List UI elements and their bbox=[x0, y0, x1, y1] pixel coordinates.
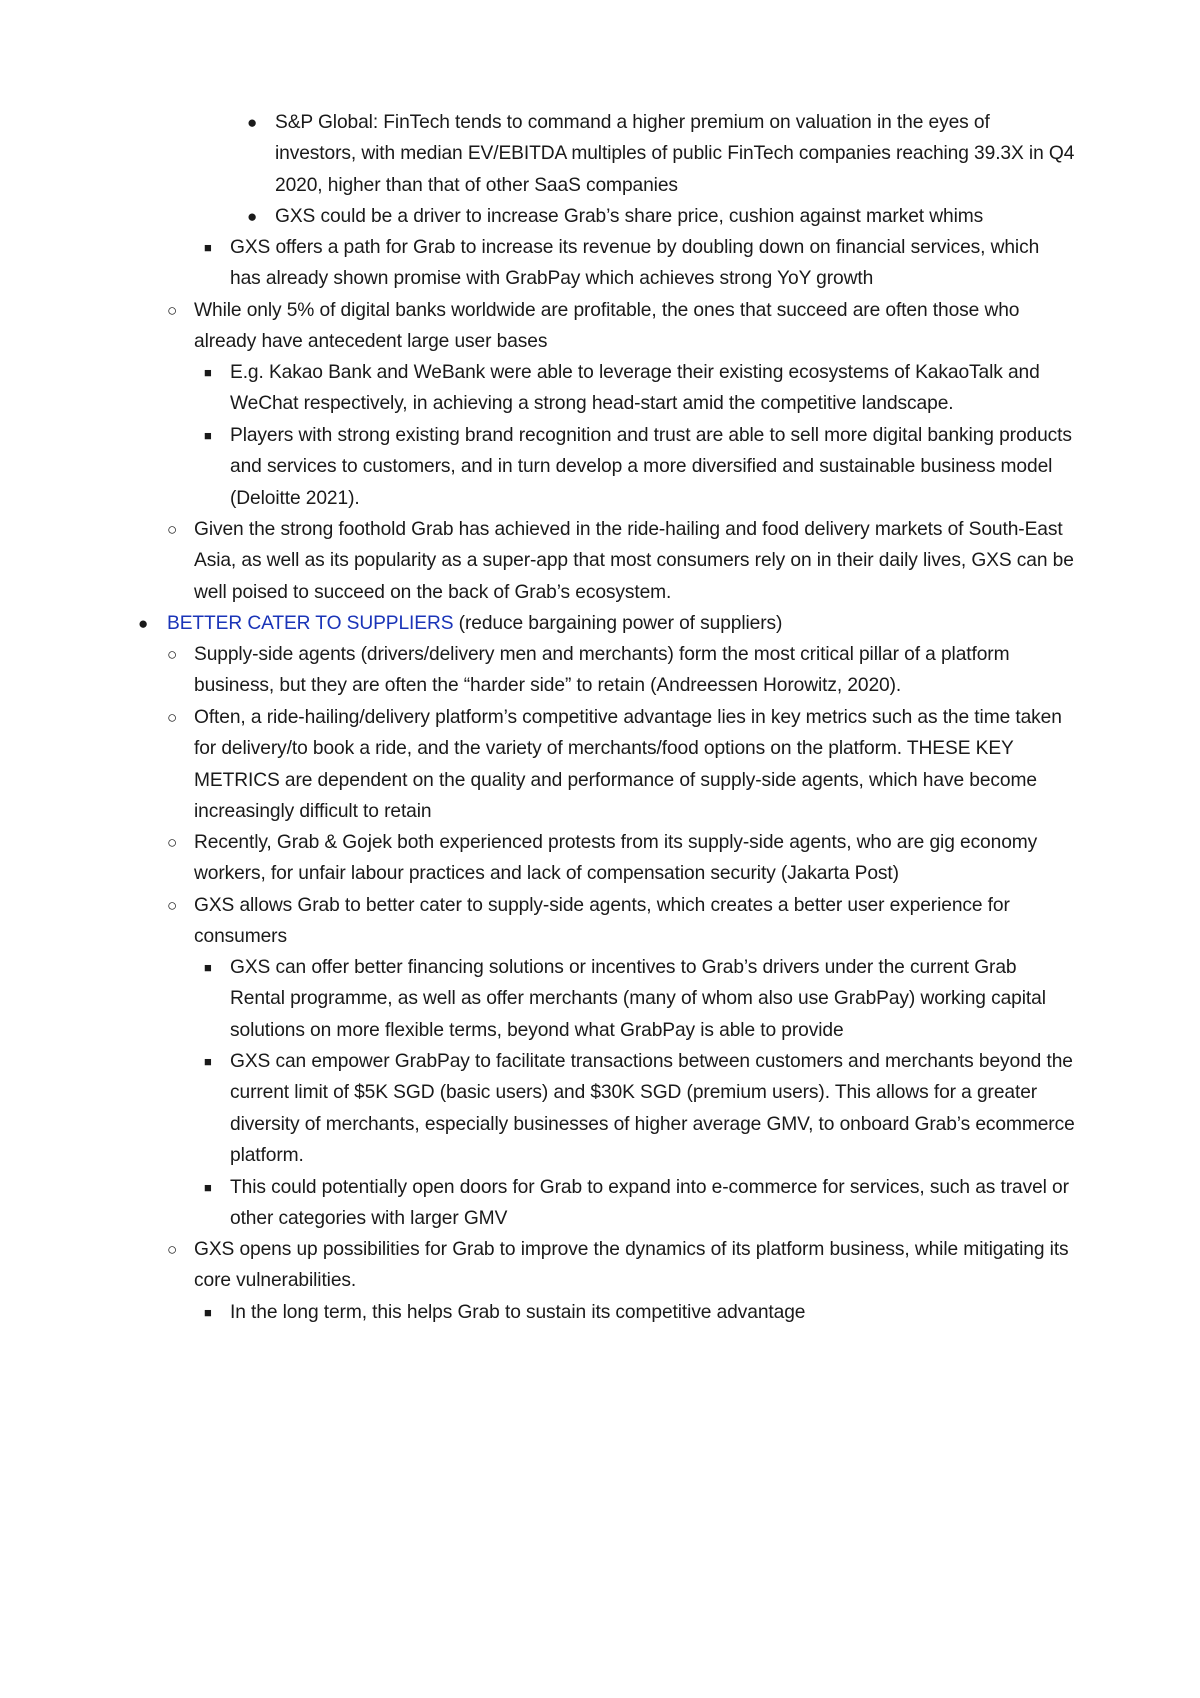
list-item-sp-global-valuation: S&P Global: FinTech tends to command a higher premium on valuation in the eyes of investors, with median EV/EBITDA multiples of public FinTech companies reaching 39.3X in Q4 2020, higher than that of other SaaS companies bbox=[275, 112, 1075, 196]
circle-bullet-icon: ○ bbox=[167, 708, 178, 727]
list-item-kakao-webank: E.g. Kakao Bank and WeBank were able to leverage their existing ecosystems of KakaoTalk and WeChat respectively, in achieving a strong head-start amid the competitive landscape. bbox=[230, 362, 1040, 415]
list-item-long-term: In the long term, this helps Grab to sustain its competitive advantage bbox=[230, 1302, 806, 1323]
section-heading-link[interactable]: BETTER CATER TO SUPPLIERS bbox=[167, 613, 454, 634]
square-bullet-icon: ■ bbox=[204, 240, 212, 255]
list-item-protests: Recently, Grab & Gojek both experienced protests from its supply-side agents, who are gig economy workers, for unfair labour practices and lack of compensation security (Jakarta Post) bbox=[194, 832, 1038, 885]
list-item-platform-dynamics: GXS opens up possibilities for Grab to improve the dynamics of its platform business, while mitigating its core vulnerabilities. bbox=[194, 1239, 1069, 1292]
list-item-share-price-driver: GXS could be a driver to increase Grab’s share price, cushion against market whims bbox=[275, 206, 984, 227]
list-item-revenue-path: GXS offers a path for Grab to increase its revenue by doubling down on financial services, which has already shown promise with GrabPay which achieves strong YoY growth bbox=[230, 237, 1040, 290]
square-bullet-icon: ■ bbox=[204, 1305, 212, 1320]
square-bullet-icon: ■ bbox=[204, 1180, 212, 1195]
list-item-financing-solutions: GXS can offer better financing solutions or incentives to Grab’s drivers under the current Grab Rental programme, as well as offer merchants (many of whom also use GrabPay) working capital solutions on more flexible terms, beyond what GrabPay is able to provide bbox=[230, 957, 1046, 1041]
disc-bullet-icon: ● bbox=[247, 207, 258, 226]
circle-bullet-icon: ○ bbox=[167, 520, 178, 539]
list-item-cater-agents: GXS allows Grab to better cater to supply-side agents, which creates a better user experience for consumers bbox=[194, 895, 1010, 948]
square-bullet-icon: ■ bbox=[204, 365, 212, 380]
square-bullet-icon: ■ bbox=[204, 1054, 212, 1069]
disc-bullet-icon: ● bbox=[138, 614, 149, 633]
section-heading-note: (reduce bargaining power of suppliers) bbox=[453, 613, 783, 634]
circle-bullet-icon: ○ bbox=[167, 645, 178, 664]
circle-bullet-icon: ○ bbox=[167, 833, 178, 852]
circle-bullet-icon: ○ bbox=[167, 896, 178, 915]
section-heading-cater-suppliers bbox=[167, 608, 1067, 639]
list-item-transaction-limits: GXS can empower GrabPay to facilitate transactions between customers and merchants beyond the current limit of $5K SGD (basic users) and $30K SGD (premium users). This allows for a greater diversity of merchants, especially businesses of higher average GMV, to onboard Grab’s ecommerce platform. bbox=[230, 1051, 1075, 1167]
list-item-ecommerce-services: This could potentially open doors for Grab to expand into e-commerce for services, such as travel or other categories with larger GMV bbox=[230, 1177, 1069, 1230]
square-bullet-icon: ■ bbox=[204, 428, 212, 443]
circle-bullet-icon: ○ bbox=[167, 1240, 178, 1259]
circle-bullet-icon: ○ bbox=[167, 301, 178, 320]
list-item-supply-side-agents: Supply-side agents (drivers/delivery men and merchants) form the most critical pillar of a platform business, but they are often the “harder side” to retain (Andreessen Horowitz, 2020). bbox=[194, 644, 1010, 697]
list-item-grab-foothold: Given the strong foothold Grab has achieved in the ride-hailing and food delivery markets of South-East Asia, as well as its popularity as a super-app that most consumers rely on in their daily lives, GXS can be well poised to succeed on the back of Grab’s ecosystem. bbox=[194, 519, 1074, 603]
list-item-key-metrics: Often, a ride-hailing/delivery platform’s competitive advantage lies in key metrics such as the time taken for delivery/to book a ride, and the variety of merchants/food options on the platform. THESE KEY METRICS are dependent on the quality and performance of supply-side agents, which have become increasingly difficult to retain bbox=[194, 707, 1062, 823]
square-bullet-icon: ■ bbox=[204, 960, 212, 975]
list-item-brand-recognition: Players with strong existing brand recognition and trust are able to sell more digital banking products and services to customers, and in turn develop a more diversified and sustainable business model (Deloitte 2021). bbox=[230, 425, 1072, 509]
disc-bullet-icon: ● bbox=[247, 113, 258, 132]
list-item-digital-banks-profitable: While only 5% of digital banks worldwide are profitable, the ones that succeed are often those who already have antecedent large user bases bbox=[194, 300, 1020, 353]
